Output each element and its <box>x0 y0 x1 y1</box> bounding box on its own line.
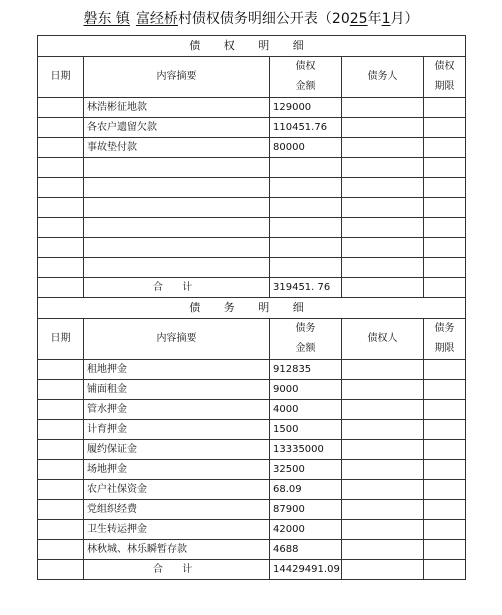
claims-header-amount-line1: 债权 <box>295 61 316 72</box>
claims-cell-amount <box>270 258 342 278</box>
title-year-suffix: 年 <box>367 11 382 27</box>
debts-cell-amount: 32500 <box>270 460 342 480</box>
debts-cell-amount: 68.09 <box>270 480 342 500</box>
claims-total-party <box>342 278 424 298</box>
ledger-table <box>37 35 466 580</box>
debts-cell-summary: 农户社保资金 <box>84 480 270 500</box>
debts-cell-amount: 42000 <box>270 520 342 540</box>
debts-cell-party <box>342 460 424 480</box>
debts-cell-term <box>424 460 466 480</box>
debts-total-row <box>38 560 466 580</box>
debts-column-header-row <box>38 319 466 360</box>
debts-header-summary: 内容摘要 <box>84 319 270 360</box>
debts-cell-party <box>342 380 424 400</box>
claims-cell-party <box>342 158 424 178</box>
claims-total-amount: 319451. 76 <box>270 278 342 298</box>
debts-cell-summary: 铺面租金 <box>84 380 270 400</box>
claims-header-summary: 内容摘要 <box>84 57 270 98</box>
debts-header-term <box>424 319 466 360</box>
claims-cell-date <box>38 198 84 218</box>
debts-section-header <box>38 298 466 319</box>
claims-header-term-line2: 期限 <box>434 81 455 92</box>
claims-cell-date <box>38 238 84 258</box>
debts-cell-date <box>38 460 84 480</box>
claims-cell-party <box>342 178 424 198</box>
debts-header-amount-line2: 金额 <box>295 343 316 354</box>
claims-table-row <box>38 118 466 138</box>
debts-section-title: 债 务 明 细 <box>38 298 466 319</box>
debts-cell-amount: 9000 <box>270 380 342 400</box>
claims-cell-term <box>424 238 466 258</box>
debts-cell-date <box>38 520 84 540</box>
debts-cell-party <box>342 400 424 420</box>
debts-table-row <box>38 360 466 380</box>
claims-cell-date <box>38 98 84 118</box>
debts-cell-date <box>38 380 84 400</box>
claims-total-date <box>38 278 84 298</box>
claims-cell-party <box>342 238 424 258</box>
debts-cell-term <box>424 360 466 380</box>
claims-cell-amount <box>270 158 342 178</box>
debts-cell-party <box>342 480 424 500</box>
claims-cell-amount <box>270 178 342 198</box>
title-text: 村债权债务明细公开表（20 <box>177 11 350 27</box>
claims-table-row <box>38 138 466 158</box>
claims-table-row <box>38 218 466 238</box>
claims-table-row <box>38 198 466 218</box>
claims-cell-term <box>424 218 466 238</box>
debts-table-row <box>38 460 466 480</box>
claims-cell-term <box>424 118 466 138</box>
claims-cell-party <box>342 138 424 158</box>
title-month-suffix: 月） <box>390 11 419 27</box>
claims-cell-amount <box>270 198 342 218</box>
claims-cell-amount: 80000 <box>270 138 342 158</box>
claims-table-row <box>38 178 466 198</box>
claims-cell-amount: 110451.76 <box>270 118 342 138</box>
debts-cell-party <box>342 420 424 440</box>
debts-header-date: 日期 <box>38 319 84 360</box>
claims-cell-summary <box>84 198 270 218</box>
claims-cell-summary: 林浩彬征地款 <box>84 98 270 118</box>
debts-cell-amount: 4688 <box>270 540 342 560</box>
debts-cell-date <box>38 440 84 460</box>
debts-cell-party <box>342 540 424 560</box>
debts-header-amount-line1: 债务 <box>295 323 316 334</box>
debts-cell-party <box>342 520 424 540</box>
debts-cell-summary: 卫生转运押金 <box>84 520 270 540</box>
claims-cell-party <box>342 258 424 278</box>
claims-header-term <box>424 57 466 98</box>
claims-cell-summary: 事故垫付款 <box>84 138 270 158</box>
claims-cell-summary <box>84 158 270 178</box>
debts-cell-party <box>342 500 424 520</box>
title-town: 磐东 镇 <box>83 11 130 27</box>
debts-cell-amount: 1500 <box>270 420 342 440</box>
claims-header-amount-line2: 金额 <box>295 81 316 92</box>
claims-cell-date <box>38 218 84 238</box>
claims-header-amount <box>270 57 342 98</box>
debts-total-party <box>342 560 424 580</box>
title-year: 25 <box>349 11 368 27</box>
debts-cell-party <box>342 360 424 380</box>
claims-cell-date <box>38 118 84 138</box>
debts-total-date <box>38 560 84 580</box>
debts-table-row <box>38 540 466 560</box>
debts-cell-amount: 13335000 <box>270 440 342 460</box>
claims-cell-summary <box>84 178 270 198</box>
debts-cell-term <box>424 480 466 500</box>
claims-total-label: 合 计 <box>84 278 270 298</box>
claims-cell-party <box>342 98 424 118</box>
claims-section-title: 债 权 明 细 <box>38 36 466 57</box>
debts-cell-summary: 林秋城、林乐瞬暂存款 <box>84 540 270 560</box>
claims-cell-party <box>342 118 424 138</box>
debts-total-term <box>424 560 466 580</box>
claims-header-date: 日期 <box>38 57 84 98</box>
debts-cell-term <box>424 500 466 520</box>
debts-cell-date <box>38 540 84 560</box>
debts-table-row <box>38 380 466 400</box>
debts-cell-amount: 4000 <box>270 400 342 420</box>
debts-cell-summary: 党组织经费 <box>84 500 270 520</box>
claims-table-row <box>38 238 466 258</box>
debts-table-row <box>38 520 466 540</box>
debts-total-label: 合 计 <box>84 560 270 580</box>
claims-cell-term <box>424 158 466 178</box>
claims-cell-date <box>38 178 84 198</box>
claims-cell-date <box>38 258 84 278</box>
debts-cell-date <box>38 500 84 520</box>
debts-header-counterparty: 债权人 <box>342 319 424 360</box>
debts-cell-term <box>424 440 466 460</box>
claims-cell-term <box>424 258 466 278</box>
claims-cell-term <box>424 98 466 118</box>
debts-table-row <box>38 480 466 500</box>
claims-column-header-row <box>38 57 466 98</box>
claims-cell-summary <box>84 258 270 278</box>
debts-table-row <box>38 400 466 420</box>
claims-table-row <box>38 258 466 278</box>
debts-cell-date <box>38 420 84 440</box>
debts-cell-date <box>38 480 84 500</box>
claims-table-row <box>38 98 466 118</box>
claims-cell-amount: 129000 <box>270 98 342 118</box>
claims-header-term-line1: 债权 <box>434 61 455 72</box>
debts-cell-party <box>342 440 424 460</box>
debts-table-row <box>38 500 466 520</box>
claims-cell-summary: 各农户遗留欠款 <box>84 118 270 138</box>
debts-cell-summary: 履约保证金 <box>84 440 270 460</box>
debts-cell-amount: 912835 <box>270 360 342 380</box>
debts-cell-date <box>38 360 84 380</box>
claims-cell-term <box>424 138 466 158</box>
claims-cell-party <box>342 198 424 218</box>
debts-cell-summary: 租地押金 <box>84 360 270 380</box>
claims-total-row <box>38 278 466 298</box>
debts-table-row <box>38 420 466 440</box>
debts-header-term-line2: 期限 <box>434 343 455 354</box>
debts-cell-summary: 场地押金 <box>84 460 270 480</box>
claims-cell-date <box>38 158 84 178</box>
debts-header-term-line1: 债务 <box>434 323 455 334</box>
claims-table-row <box>38 158 466 178</box>
debts-table-row <box>38 440 466 460</box>
title-village: 富经桥 <box>135 11 178 27</box>
debts-cell-date <box>38 400 84 420</box>
claims-cell-party <box>342 218 424 238</box>
debts-cell-amount: 87900 <box>270 500 342 520</box>
claims-cell-amount <box>270 218 342 238</box>
debts-cell-summary: 计育押金 <box>84 420 270 440</box>
claims-cell-summary <box>84 238 270 258</box>
debts-header-amount <box>270 319 342 360</box>
claims-cell-term <box>424 198 466 218</box>
debts-cell-term <box>424 400 466 420</box>
title-month: 1 <box>381 11 391 27</box>
claims-total-term <box>424 278 466 298</box>
debts-cell-term <box>424 420 466 440</box>
debts-cell-term <box>424 540 466 560</box>
claims-cell-term <box>424 178 466 198</box>
claims-cell-date <box>38 138 84 158</box>
document-title <box>0 8 502 28</box>
claims-header-counterparty: 债务人 <box>342 57 424 98</box>
debts-cell-term <box>424 380 466 400</box>
debts-total-amount: 14429491.09 <box>270 560 342 580</box>
debts-cell-summary: 管水押金 <box>84 400 270 420</box>
claims-cell-amount <box>270 238 342 258</box>
debts-cell-term <box>424 520 466 540</box>
claims-section-header <box>38 36 466 57</box>
claims-cell-summary <box>84 218 270 238</box>
